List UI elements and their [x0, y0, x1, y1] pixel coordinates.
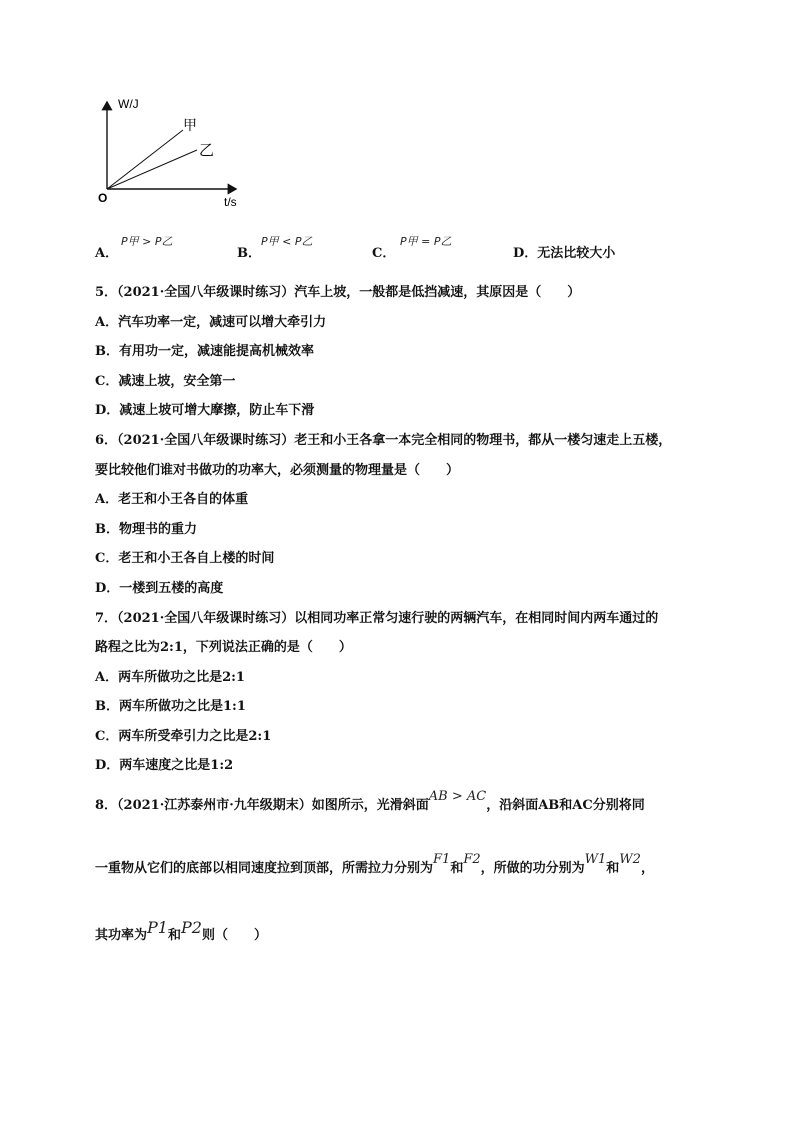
- q7-option-b: B．两车所做功之比是1:1: [95, 699, 246, 714]
- q7-option-d: D．两车速度之比是1:2: [95, 758, 234, 773]
- q8-stem-line2: [95, 852, 654, 878]
- q4-option-a-letter: A．: [95, 246, 119, 261]
- q4-option-b-letter: B．: [237, 246, 261, 261]
- q8-math-w2: W2: [619, 852, 641, 867]
- q4-option-b-formula: P甲 < P乙: [261, 235, 313, 248]
- q8-math-w1: W1: [584, 852, 607, 867]
- q8-text: 其功率为: [95, 928, 148, 943]
- q6-option-c: C．老王和小王各自上楼的时间: [95, 551, 275, 566]
- line-jia: [107, 130, 183, 189]
- q8-text: ，沿斜面AB和AC分别将同: [486, 798, 645, 813]
- q8-math-f1: F1: [433, 852, 451, 867]
- q8-text: 则（ ）: [201, 928, 267, 943]
- q8-text: ，所做的功分别为: [480, 861, 585, 876]
- q8-text: 和: [606, 861, 620, 876]
- origin-label: O: [98, 191, 108, 205]
- q8-text: 一重物从它们的底部以相同速度拉到顶部，所需拉力分别为: [95, 861, 434, 876]
- q8-stem-line1: [95, 789, 645, 815]
- q8-text: 和: [167, 928, 181, 943]
- q4-option-c-formula: P甲 = P乙: [400, 235, 452, 248]
- q8-math-p1: P1: [147, 918, 168, 937]
- q5-option-c: C．减速上坡，安全第一: [95, 374, 236, 389]
- q8-text: 8．（2021·江苏泰州市·九年级期末）如图所示，光滑斜面: [95, 798, 429, 813]
- q5-option-b: B．有用功一定，减速能提高机械效率: [95, 344, 314, 359]
- q6-option-b: B．物理书的重力: [95, 522, 197, 537]
- q7-stem-line2: 路程之比为2:1，下列说法正确的是（ ）: [95, 640, 352, 655]
- q5-stem: 5．（2021·全国八年级课时练习）汽车上坡，一般都是低挡减速，其原因是（ ）: [95, 285, 581, 300]
- q8-text: ，: [640, 861, 654, 876]
- q6-stem-line2: 要比较他们谁对书做功的功率大，必须测量的物理量是（ ）: [95, 463, 460, 478]
- line-jia-label: 甲: [183, 118, 197, 134]
- q8-text: 和: [450, 861, 464, 876]
- q7-stem-line1: 7．（2021·全国八年级课时练习）以相同功率正常匀速行驶的两辆汽车，在相同时间内两车通过的: [95, 611, 659, 626]
- q6-option-d: D．一楼到五楼的高度: [95, 581, 224, 596]
- q4-option-d: D．无法比较大小: [513, 246, 616, 261]
- line-yi: [107, 150, 197, 189]
- y-axis-label: W/J: [118, 97, 139, 111]
- q8-math-f2: F2: [463, 852, 481, 867]
- x-axis-label: t/s: [224, 195, 237, 209]
- q5-option-a: A．汽车功率一定，减速可以增大牵引力: [95, 315, 327, 330]
- q6-option-a: A．老王和小王各自的体重: [95, 492, 249, 507]
- q7-option-a: A．两车所做功之比是2:1: [95, 670, 245, 685]
- q8-math-ab-gt-ac: AB > AC: [428, 789, 487, 804]
- q5-option-d: D．减速上坡可增大摩擦，防止车下滑: [95, 403, 315, 418]
- q6-stem-line1: 6．（2021·全国八年级课时练习）老王和小王各拿一本完全相同的物理书，都从一楼匀速走上五楼，: [95, 433, 672, 448]
- q8-math-p2: P2: [180, 918, 202, 937]
- q8-stem-line3: [95, 918, 267, 945]
- q4-option-c-letter: C．: [372, 246, 396, 261]
- q4-option-a-formula: P甲 > P乙: [121, 235, 173, 248]
- q7-option-c: C．两车所受牵引力之比是2:1: [95, 729, 272, 744]
- work-time-graph: [95, 92, 245, 212]
- line-yi-label: 乙: [199, 141, 215, 159]
